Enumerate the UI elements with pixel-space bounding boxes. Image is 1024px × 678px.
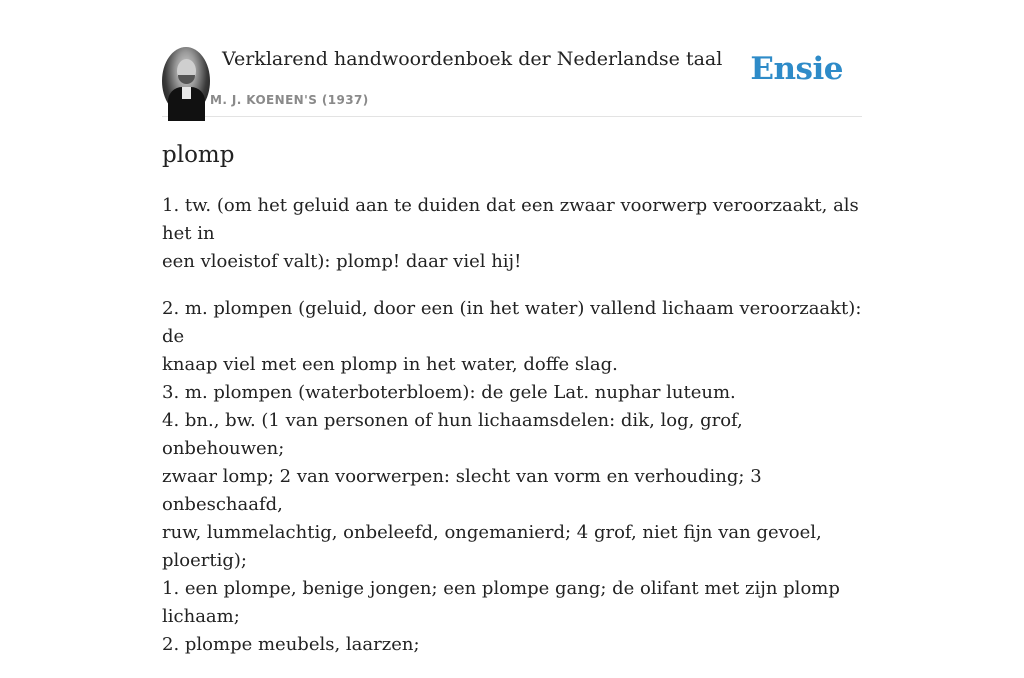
- definition-line: lichaam;: [162, 606, 240, 627]
- portrait-collar: [182, 87, 191, 99]
- author-byline: M. J. KOENEN'S (1937): [210, 93, 369, 107]
- definition-line: ruw, lummelachtig, onbeleefd, ongemanierd; 4 grof, niet fijn van gevoel, ploertig);: [162, 522, 822, 571]
- ensie-logo-link[interactable]: Ensie: [750, 51, 843, 87]
- definition-line: 2. m. plompen (geluid, door een (in het water) vallend lichaam veroorzaakt): de: [162, 298, 862, 347]
- author-portrait-icon: [162, 47, 210, 115]
- definition-line: 4. bn., bw. (1 van personen of hun lichaamsdelen: dik, log, grof, onbehouwen;: [162, 410, 743, 459]
- definition-line: 1. een plompe, benige jongen; een plompe gang; de olifant met zijn plomp: [162, 578, 840, 599]
- definition-line: knaap viel met een plomp in het water, doffe slag.: [162, 354, 618, 375]
- definition-paragraph: [162, 295, 862, 659]
- definition-line: 2. plompe meubels, laarzen;: [162, 634, 420, 655]
- book-title[interactable]: Verklarend handwoordenboek der Nederlandse taal: [222, 48, 723, 70]
- definition-line: een vloeistof valt): plomp! daar viel hij!: [162, 251, 522, 272]
- site-header: [162, 44, 862, 117]
- portrait-beard: [178, 75, 195, 84]
- definition-paragraph: [162, 192, 862, 276]
- definition-line: zwaar lomp; 2 van voorwerpen: slecht van vorm en verhouding; 3 onbeschaafd,: [162, 466, 762, 515]
- definition-line: 3. m. plompen (waterboterbloem): de gele Lat. nuphar luteum.: [162, 382, 736, 403]
- entry-definition: [162, 192, 862, 678]
- definition-line: 1. tw. (om het geluid aan te duiden dat een zwaar voorwerp veroorzaakt, als het in: [162, 195, 859, 244]
- entry-headword: plomp: [162, 142, 235, 168]
